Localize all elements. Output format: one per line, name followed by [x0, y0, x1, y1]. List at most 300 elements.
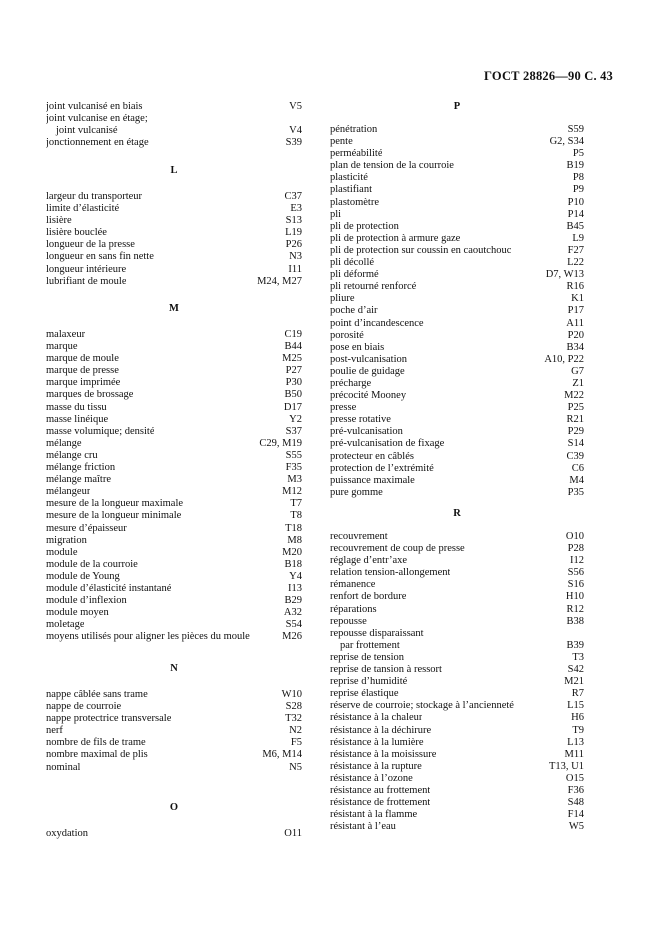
index-entry: [330, 463, 584, 475]
index-entry: [330, 785, 584, 797]
index-entry: [330, 293, 584, 305]
index-entry: [330, 604, 584, 616]
entry-term: joint vulcanise en étage;: [46, 113, 148, 125]
entry-term: mélange cru: [46, 449, 98, 461]
entry-code: P20: [567, 329, 584, 341]
entry-term: pure gomme: [330, 486, 383, 498]
entry-term: presse: [330, 402, 357, 414]
index-entry: [330, 160, 584, 172]
entry-term: pente: [330, 136, 353, 148]
entry-term: poulie de guidage: [330, 365, 405, 377]
entry-term: résistant à l’eau: [330, 821, 396, 833]
entry-code: S14: [567, 438, 584, 450]
entry-code: M12: [282, 486, 302, 498]
index-entry: [330, 184, 584, 196]
index-entry: [330, 438, 584, 450]
entry-term: post-vulcanisation: [330, 353, 407, 365]
entry-term: nombre maximal de plis: [46, 749, 148, 761]
entry-code: P10: [567, 196, 584, 208]
index-entry: [46, 137, 302, 149]
entry-term: plastifiant: [330, 184, 372, 196]
index-entry: [330, 475, 584, 487]
entry-code: Z1: [572, 377, 584, 389]
index-entry: [46, 619, 302, 631]
entry-term: reprise élastique: [330, 688, 399, 700]
entry-term: pli de protection à armure gaze: [330, 232, 461, 244]
entry-code: C19: [284, 329, 302, 340]
entry-term: longueur intérieure: [46, 263, 127, 275]
index-entry: [46, 101, 302, 113]
index-entry: [330, 628, 584, 640]
entry-term: plasticité: [330, 172, 368, 184]
entry-code: B39: [566, 639, 584, 651]
entry-term: pliure: [330, 293, 355, 305]
entry-code: Y4: [289, 570, 302, 582]
entry-code: B18: [284, 558, 302, 570]
entry-code: P9: [572, 184, 584, 196]
entry-code: L13: [567, 736, 584, 748]
entry-code: T3: [572, 651, 584, 663]
entry-term: résistance au frottement: [330, 784, 431, 796]
entry-code: M4: [569, 474, 584, 486]
index-entry: [46, 595, 302, 607]
entry-code: P5: [572, 148, 584, 160]
entry-code: W5: [568, 821, 584, 833]
entry-code: V5: [289, 101, 302, 112]
entry-code: E3: [290, 203, 302, 215]
entry-code: M24, M27: [257, 275, 302, 287]
index-entry: [46, 535, 302, 547]
entry-term: résistant à la flamme: [330, 809, 418, 821]
entry-code: S13: [285, 215, 302, 227]
index-section: [46, 101, 302, 149]
entry-term: perméabilité: [330, 148, 383, 160]
entry-code: S42: [567, 664, 584, 676]
section-letter: L: [170, 165, 178, 176]
entry-term: presse rotative: [330, 414, 391, 426]
index-entry: [46, 701, 302, 713]
entry-code: A11: [566, 317, 584, 329]
entry-term: nominal: [46, 761, 81, 773]
entry-term: nappe protectrice transversale: [46, 713, 172, 725]
entry-code: C39: [566, 450, 584, 462]
index-entry: [46, 203, 302, 215]
entry-term: reprise d’humidité: [330, 676, 408, 688]
index-entry: [46, 559, 302, 571]
index-entry: [330, 269, 584, 281]
index-entry: [46, 450, 302, 462]
entry-term: marque de moule: [46, 353, 119, 365]
entry-code: I13: [288, 582, 302, 594]
entry-code: R7: [571, 688, 584, 700]
index-entry: [46, 583, 302, 595]
entry-term: résistance à la chaleur: [330, 712, 423, 724]
entry-code: N2: [289, 725, 302, 737]
entry-code: P35: [567, 486, 584, 498]
entry-term: résistance à la lumière: [330, 736, 424, 748]
index-entry: [46, 498, 302, 510]
entry-term: pli de protection: [330, 220, 399, 232]
entry-code: T13, U1: [549, 760, 584, 772]
entry-code: P26: [285, 239, 302, 251]
entry-code: P25: [567, 402, 584, 414]
entry-term: joint vulcanisé en biais: [46, 101, 143, 112]
index-entry: [46, 377, 302, 389]
entry-term: module de Young: [46, 570, 120, 582]
entry-term: longueur en sans fin nette: [46, 251, 154, 263]
entry-term: pré-vulcanisation de fixage: [330, 438, 445, 450]
index-section: [330, 508, 584, 833]
index-entry: [330, 233, 584, 245]
entry-code: M6, M14: [262, 749, 302, 761]
entry-code: R16: [566, 281, 584, 293]
entry-code: D17: [283, 401, 302, 413]
entry-code: P30: [285, 377, 302, 389]
index-entry: [330, 402, 584, 414]
entry-code: G7: [571, 365, 584, 377]
entry-code: M8: [287, 534, 302, 546]
index-entry: [330, 640, 584, 652]
entry-term: nerf: [46, 725, 63, 737]
index-entry: [46, 462, 302, 474]
entry-code: T8: [290, 510, 302, 522]
entry-term: pli: [330, 208, 342, 220]
index-entry: [330, 773, 584, 785]
entry-code: T7: [290, 498, 302, 510]
index-entry: [46, 713, 302, 725]
index-entry: [46, 725, 302, 737]
entry-term: module moyen: [46, 607, 109, 619]
entry-code: M25: [282, 353, 302, 365]
index-entry: [330, 543, 584, 555]
entry-code: T32: [285, 713, 302, 725]
index-entry: [46, 438, 302, 450]
entry-code: B29: [284, 595, 302, 607]
entry-term: renfort de bordure: [330, 591, 407, 603]
index-entry: [330, 451, 584, 463]
entry-code: S56: [567, 567, 584, 579]
index-entry: [330, 124, 584, 136]
index-entry: [330, 531, 584, 543]
index-entry: [330, 426, 584, 438]
index-section: [46, 663, 302, 774]
index-entry: [330, 172, 584, 184]
entry-term: réparations: [330, 603, 377, 615]
index-entry: [330, 148, 584, 160]
entry-term: protection de l’extrémité: [330, 462, 434, 474]
entry-code: S48: [567, 797, 584, 809]
index-entry: [330, 591, 584, 603]
entry-code: H6: [571, 712, 584, 724]
index-entry: [330, 652, 584, 664]
entry-term: marque imprimée: [46, 377, 121, 389]
entry-code: M21: [564, 676, 584, 688]
entry-term: pose en biais: [330, 341, 385, 353]
entry-code: N5: [289, 761, 302, 773]
index-entry: [330, 330, 584, 342]
entry-code: P29: [567, 426, 584, 438]
index-entry: [330, 579, 584, 591]
entry-term: nombre de fils de trame: [46, 737, 146, 749]
entry-code: L15: [567, 700, 584, 712]
entry-code: S39: [285, 137, 302, 149]
entry-code: C29, M19: [259, 437, 302, 449]
entry-code: T9: [572, 724, 584, 736]
entry-term: masse du tissu: [46, 401, 107, 413]
section-letter: M: [169, 303, 179, 314]
entry-term: rémanence: [330, 579, 376, 591]
section-letter: O: [169, 802, 179, 813]
index-entry: [46, 828, 302, 840]
entry-term: porosité: [330, 329, 364, 341]
entry-code: S28: [285, 701, 302, 713]
index-entry: [46, 762, 302, 774]
entry-code: P14: [567, 208, 584, 220]
entry-code: I11: [288, 263, 302, 275]
entry-term: pli décollé: [330, 257, 375, 269]
entry-code: F27: [567, 244, 584, 256]
entry-term: pli retourné renforcé: [330, 281, 417, 293]
entry-term: migration: [46, 534, 87, 546]
entry-code: F36: [567, 784, 584, 796]
index-section: [46, 165, 302, 288]
index-entry: [330, 318, 584, 330]
entry-term: nappe de courroie: [46, 701, 122, 713]
entry-term: précharge: [330, 377, 372, 389]
entry-term: nappe câblée sans trame: [46, 689, 148, 700]
index-entry: [330, 737, 584, 749]
index-entry: [46, 607, 302, 619]
index-entry: [330, 366, 584, 378]
index-entry: [46, 215, 302, 227]
entry-code: P27: [285, 365, 302, 377]
entry-code: I12: [570, 555, 584, 567]
entry-code: L19: [285, 227, 302, 239]
entry-term: réglage d’entr’axe: [330, 555, 408, 567]
entry-code: C37: [284, 191, 302, 202]
entry-term: résistance à la rupture: [330, 760, 422, 772]
entry-code: H10: [565, 591, 584, 603]
entry-code: P8: [572, 172, 584, 184]
entry-term: module d’élasticité instantané: [46, 582, 172, 594]
entry-code: M26: [282, 631, 302, 643]
entry-term: joint vulcanisé: [56, 125, 118, 137]
index-entry: [46, 402, 302, 414]
index-entry: [330, 378, 584, 390]
entry-code: B50: [284, 389, 302, 401]
index-entry: [46, 227, 302, 239]
entry-term: limite d’élasticité: [46, 203, 120, 215]
entry-term: lisière: [46, 215, 72, 227]
entry-code: F35: [285, 462, 302, 474]
entry-term: malaxeur: [46, 329, 86, 340]
index-entry: [330, 245, 584, 257]
entry-code: P17: [567, 305, 584, 317]
index-entry: [46, 389, 302, 401]
entry-code: O15: [565, 772, 584, 784]
entry-term: protecteur en câblés: [330, 450, 414, 462]
entry-term: plastomètre: [330, 196, 379, 208]
entry-code: F5: [290, 737, 302, 749]
index-entry: [46, 689, 302, 701]
index-entry: [330, 664, 584, 676]
entry-term: longueur de la presse: [46, 239, 135, 251]
index-entry: [46, 523, 302, 535]
entry-code: Y2: [289, 413, 302, 425]
section-letter: R: [453, 508, 461, 519]
entry-code: M3: [287, 474, 302, 486]
section-letter: N: [170, 663, 178, 674]
index-entry: [330, 809, 584, 821]
index-entry: [46, 329, 302, 341]
entry-code: M11: [564, 748, 584, 760]
index-entry: [330, 414, 584, 426]
index-entry: [330, 567, 584, 579]
entry-term: marque: [46, 341, 78, 353]
index-entry: [46, 474, 302, 486]
section-letter: P: [453, 101, 461, 112]
index-entry: [330, 616, 584, 628]
index-entry: [330, 354, 584, 366]
entry-term: pré-vulcanisation: [330, 426, 403, 438]
index-entry: [330, 700, 584, 712]
entry-term: marques de brossage: [46, 389, 134, 401]
entry-term: lisière bouclée: [46, 227, 107, 239]
entry-code: R21: [566, 414, 584, 426]
index-entry: [46, 341, 302, 353]
index-entry: [330, 797, 584, 809]
entry-term: point d’incandescence: [330, 317, 424, 329]
entry-code: S55: [285, 449, 302, 461]
index-entry: [330, 688, 584, 700]
index-entry: [330, 221, 584, 233]
entry-term: mélange: [46, 437, 82, 449]
index-entry: [330, 390, 584, 402]
index-entry: [46, 414, 302, 426]
entry-term: puissance maximale: [330, 474, 415, 486]
index-section: [46, 303, 302, 643]
entry-term: module d’inflexion: [46, 595, 127, 607]
entry-code: A32: [283, 607, 302, 619]
entry-term: repousse disparaissant: [330, 627, 424, 639]
entry-term: mélange maître: [46, 474, 112, 486]
entry-term: mélange friction: [46, 462, 116, 474]
entry-code: B45: [566, 220, 584, 232]
entry-code: M20: [282, 546, 302, 558]
index-entry: [46, 631, 302, 643]
entry-term: module de la courroie: [46, 558, 138, 570]
entry-code: W10: [281, 689, 302, 700]
entry-code: M22: [564, 390, 584, 402]
entry-code: S37: [285, 425, 302, 437]
entry-code: V4: [289, 125, 302, 137]
entry-code: P28: [567, 543, 584, 555]
entry-term: pli de protection sur coussin en caoutchouc: [330, 244, 512, 256]
index-entry: [330, 209, 584, 221]
entry-code: K1: [571, 293, 584, 305]
entry-code: S16: [567, 579, 584, 591]
entry-term: résistance à l’ozone: [330, 772, 413, 784]
index-entry: [46, 191, 302, 203]
index-entry: [330, 487, 584, 499]
entry-term: résistance de frottement: [330, 797, 431, 809]
entry-code: B38: [566, 615, 584, 627]
entry-term: recouvrement de coup de presse: [330, 543, 465, 555]
index-entry: [46, 125, 302, 137]
entry-term: lubrifiant de moule: [46, 275, 127, 287]
index-entry: [330, 281, 584, 293]
index-entry: [330, 555, 584, 567]
entry-term: par frottement: [340, 639, 400, 651]
entry-term: précocité Mooney: [330, 390, 407, 402]
entry-term: reprise de tension: [330, 651, 405, 663]
entry-term: masse linéique: [46, 413, 109, 425]
index-entry: [46, 510, 302, 522]
index-entry: [46, 276, 302, 288]
entry-term: module: [46, 546, 78, 558]
entry-term: mélangeur: [46, 486, 91, 498]
entry-term: mesure de la longueur minimale: [46, 510, 182, 522]
entry-term: masse volumique; densité: [46, 425, 155, 437]
index-entry: [46, 749, 302, 761]
index-entry: [330, 712, 584, 724]
entry-code: O11: [284, 828, 302, 839]
entry-term: mesure de la longueur maximale: [46, 498, 184, 510]
entry-term: résistance à la moisissure: [330, 748, 437, 760]
entry-code: L9: [572, 232, 584, 244]
entry-code: F14: [567, 809, 584, 821]
entry-code: B44: [284, 341, 302, 353]
entry-code: R12: [566, 603, 584, 615]
entry-code: A10, P22: [544, 353, 584, 365]
index-entry: [46, 426, 302, 438]
index-entry: [330, 257, 584, 269]
index-entry: [330, 821, 584, 833]
entry-code: T18: [285, 522, 302, 534]
index-entry: [46, 113, 302, 125]
index-entry: [46, 547, 302, 559]
entry-term: plan de tension de la courroie: [330, 160, 454, 172]
index-entry: [330, 197, 584, 209]
entry-term: jonctionnement en étage: [46, 137, 149, 149]
entry-term: pénétration: [330, 124, 378, 135]
entry-term: largeur du transporteur: [46, 191, 143, 202]
entry-code: L22: [567, 257, 584, 269]
index-entry: [330, 725, 584, 737]
index-entry: [46, 239, 302, 251]
index-entry: [46, 737, 302, 749]
index-entry: [330, 761, 584, 773]
entry-term: relation tension-allongement: [330, 567, 451, 579]
entry-code: D7, W13: [545, 269, 584, 281]
index-entry: [46, 353, 302, 365]
entry-code: B19: [566, 160, 584, 172]
entry-term: réserve de courroie; stockage à l’ancienneté: [330, 700, 514, 712]
entry-term: mesure d’épaisseur: [46, 522, 127, 534]
entry-term: poche d’air: [330, 305, 378, 317]
entry-term: repousse: [330, 615, 367, 627]
entry-code: N3: [289, 251, 302, 263]
index-entry: [46, 365, 302, 377]
entry-code: S59: [567, 124, 584, 135]
index-section: [330, 101, 584, 499]
entry-code: B34: [566, 341, 584, 353]
entry-term: moletage: [46, 619, 85, 631]
index-entry: [330, 342, 584, 354]
index-entry: [330, 136, 584, 148]
index-section: [46, 802, 302, 840]
entry-term: pli déformé: [330, 269, 379, 281]
